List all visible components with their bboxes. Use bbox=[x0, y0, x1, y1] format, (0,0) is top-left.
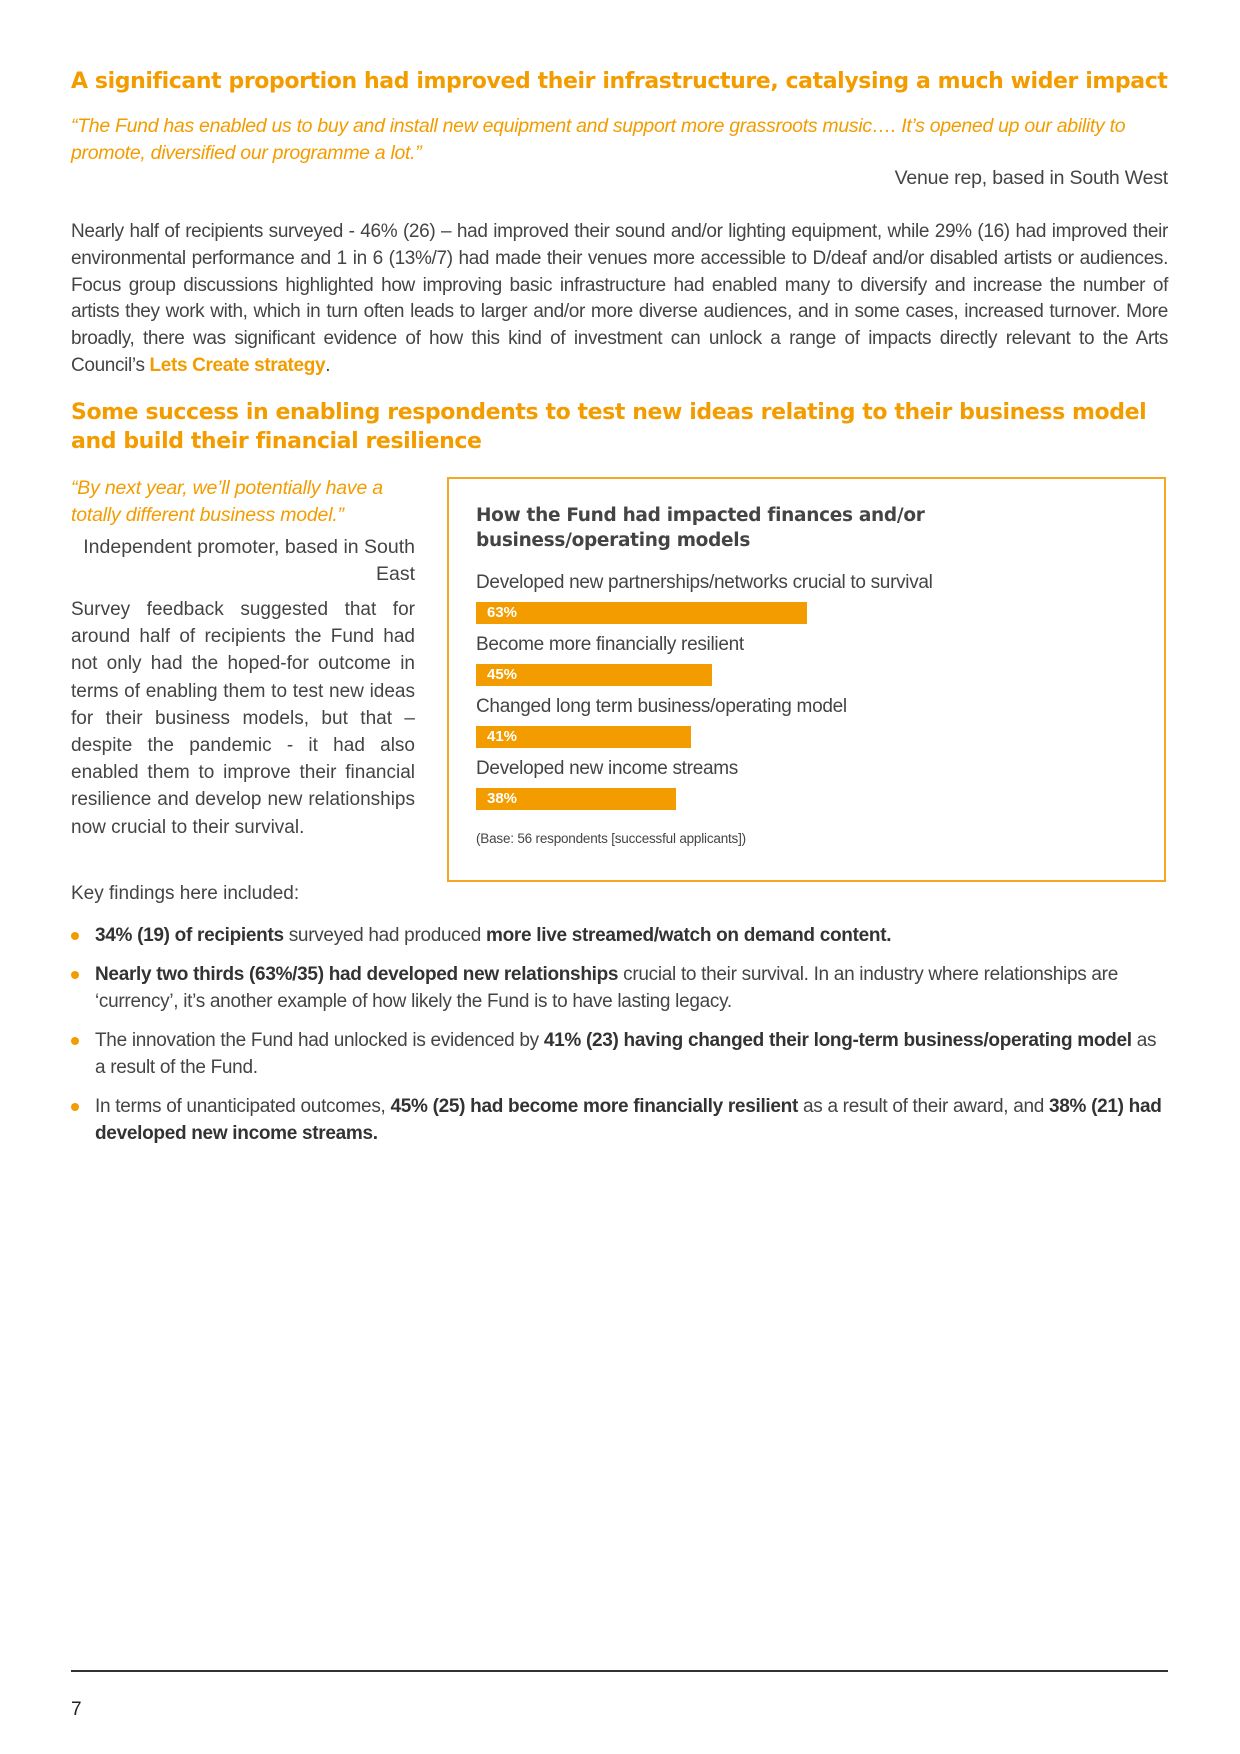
paragraph-text: Nearly half of recipients surveyed - 46% (26) – had improved their sound and/or lighting equipment, while 29% (16) had improved their environmental performance and 1 in 6 (13%/7) had made their venues more accessible to D/deaf and/or disabled artists or audiences. Focus group discussions highlighted how improving basic infrastructure had enabled many to diversify and increase the number of artists they work with, which in turn often leads to larger and/or more diverse audiences, and in some cases, increased turnover. More broadly, there was significant evidence of how this kind of investment can unlock a range of impacts directly relevant to the Arts Council’s bbox=[71, 221, 1168, 376]
finding-bold: more live streamed/watch on demand content. bbox=[486, 925, 892, 946]
chart-row bbox=[476, 571, 1136, 633]
left-column bbox=[71, 475, 415, 841]
bar-label: Developed new partnerships/networks crucial to survival bbox=[476, 572, 933, 593]
pull-quote-promoter: “By next year, we’ll potentially have a totally different business model.” bbox=[71, 477, 383, 526]
chart-base-note: (Base: 56 respondents [successful applicants]) bbox=[476, 831, 746, 846]
paragraph-end: . bbox=[325, 354, 331, 376]
finding-text: In terms of unanticipated outcomes, bbox=[95, 1096, 391, 1117]
finding-text: crucial to their survival. In an industry where relationships are ‘currency’, it’s another example of how likely the Fund is to have lasting legacy. bbox=[95, 964, 1118, 1012]
bar bbox=[476, 726, 691, 748]
finding-text: as a result of their award, and bbox=[798, 1096, 1049, 1117]
finding-bold: 41% (23) having changed their long-term business/operating model bbox=[543, 1030, 1132, 1051]
chart-row bbox=[476, 757, 1136, 819]
body-paragraph-infrastructure bbox=[71, 219, 1168, 380]
pull-quote-venue: “The Fund has enabled us to buy and install new equipment and support more grassroots music…. It’s opened up our ability to promote, diversified our programme a lot.” bbox=[71, 115, 1126, 164]
lets-create-strategy-link[interactable]: Lets Create strategy bbox=[149, 354, 326, 376]
finding-text: surveyed had produced bbox=[283, 925, 486, 946]
finding-bold: 45% (25) had become more financially resilient bbox=[390, 1096, 799, 1117]
bullet-icon bbox=[71, 1103, 79, 1111]
bar-value: 38% bbox=[487, 790, 518, 807]
list-item bbox=[71, 961, 1168, 1015]
finding-text: as a result of the Fund. bbox=[95, 1030, 1157, 1078]
finding-bold: 38% (21) had developed new income streams. bbox=[95, 1096, 1162, 1144]
bar-label: Become more financially resilient bbox=[476, 634, 744, 655]
list-item bbox=[71, 922, 1168, 949]
quote-attribution-venue: Venue rep, based in South West bbox=[894, 167, 1168, 189]
chart-row bbox=[476, 695, 1136, 757]
footer-divider bbox=[71, 1670, 1168, 1672]
bar bbox=[476, 788, 676, 810]
finding-bold: Nearly two thirds (63%/35) had developed new relationships bbox=[95, 964, 619, 985]
finding-bold: 34% (19) of recipients bbox=[95, 925, 284, 946]
bar-label: Developed new income streams bbox=[476, 758, 738, 779]
list-item bbox=[71, 1027, 1168, 1081]
bullet-icon bbox=[71, 1037, 79, 1045]
bar bbox=[476, 664, 712, 686]
bullet-icon bbox=[71, 971, 79, 979]
bar-value: 41% bbox=[487, 728, 518, 745]
page-number: 7 bbox=[71, 1699, 82, 1720]
bullet-icon bbox=[71, 932, 79, 940]
bar bbox=[476, 602, 807, 624]
bar-value: 45% bbox=[487, 666, 518, 683]
finding-text: The innovation the Fund had unlocked is evidenced by bbox=[95, 1030, 544, 1051]
chart-panel bbox=[447, 477, 1166, 882]
bar-label: Changed long term business/operating model bbox=[476, 696, 847, 717]
bar-chart bbox=[476, 571, 1136, 819]
section-heading-infrastructure: A significant proportion had improved their infrastructure, catalysing a much wider impact bbox=[71, 69, 1168, 94]
bar-value: 63% bbox=[487, 604, 518, 621]
list-item bbox=[71, 1093, 1168, 1147]
chart-title: How the Fund had impacted finances and/or business/operating models bbox=[476, 505, 925, 551]
section-heading-business-model: Some success in enabling respondents to test new ideas relating to their business model and build their financial resilience bbox=[71, 400, 1147, 454]
key-findings-list bbox=[71, 922, 1168, 1159]
chart-row bbox=[476, 633, 1136, 695]
body-paragraph-survey: Survey feedback suggested that for around half of recipients the Fund had not only had the hoped-for outcome in terms of enabling them to test new ideas for their business models, but that – despite the pandemic - it had also enabled them to improve their financial resilience and develop new relationships now crucial to their survival. bbox=[71, 599, 415, 838]
key-findings-label: Key findings here included: bbox=[71, 883, 300, 904]
quote-attribution-promoter: Independent promoter, based in South East bbox=[83, 536, 415, 585]
